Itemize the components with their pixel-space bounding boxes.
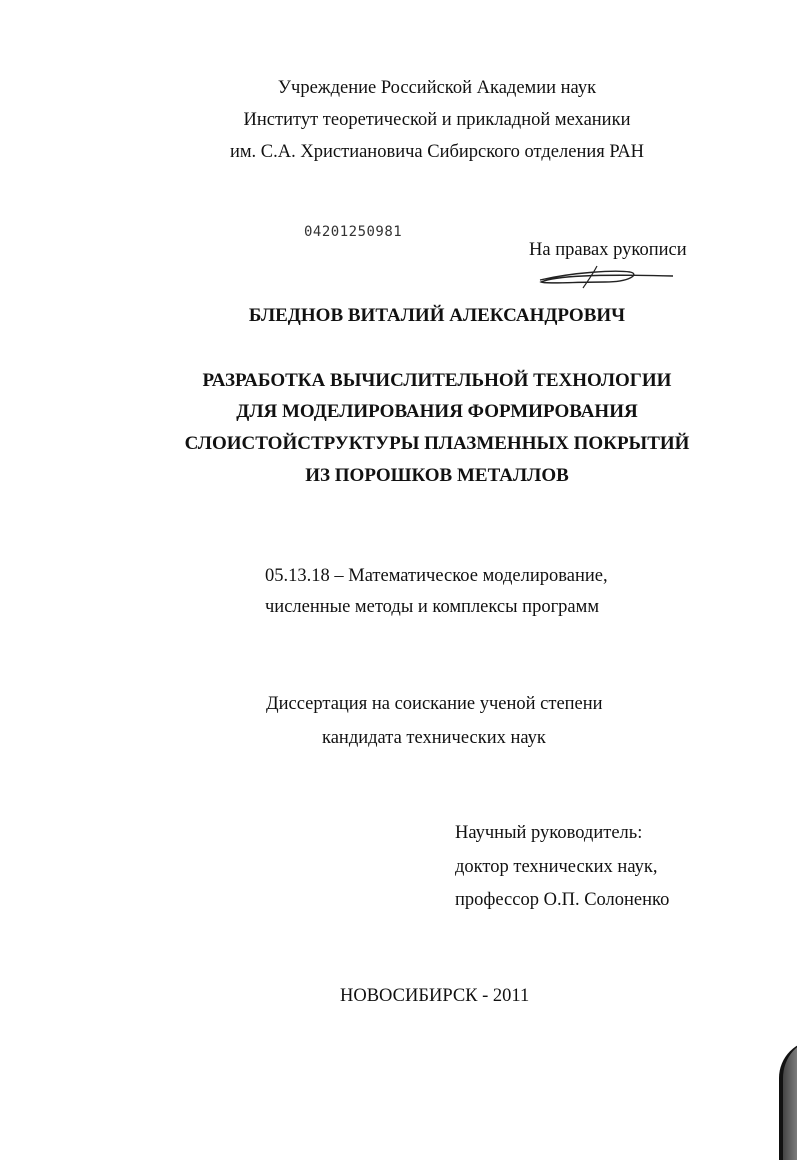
specialty-line-2: численные методы и комплексы программ bbox=[265, 597, 600, 617]
institution-line-1: Учреждение Российской Академии наук bbox=[277, 78, 597, 98]
title-line-3: СЛОИСТОЙСТРУКТУРЫ ПЛАЗМЕННЫХ ПОКРЫТИЙ bbox=[184, 433, 690, 454]
city-year: НОВОСИБИРСК - 2011 bbox=[340, 986, 530, 1006]
title-line-1: РАЗРАБОТКА ВЫЧИСЛИТЕЛЬНОЙ ТЕХНОЛОГИИ bbox=[202, 370, 672, 391]
title-line-2: ДЛЯ МОДЕЛИРОВАНИЯ ФОРМИРОВАНИЯ bbox=[236, 401, 638, 422]
catalog-number: 04201250981 bbox=[304, 224, 403, 240]
scan-edge-shadow bbox=[779, 1040, 797, 1160]
degree-line-2: кандидата технических наук bbox=[322, 728, 546, 748]
specialty-line-1: 05.13.18 – Математическое моделирование, bbox=[265, 566, 608, 586]
author-name: БЛЕДНОВ ВИТАЛИЙ АЛЕКСАНДРОВИЧ bbox=[248, 305, 626, 326]
title-line-4: ИЗ ПОРОШКОВ МЕТАЛЛОВ bbox=[305, 465, 569, 486]
degree-line-1: Диссертация на соискание ученой степени bbox=[266, 694, 603, 714]
institution-line-3: им. С.А. Христиановича Сибирского отделения РАН bbox=[229, 142, 645, 162]
signature bbox=[535, 262, 675, 290]
advisor-name: профессор О.П. Солоненко bbox=[455, 890, 670, 910]
advisor-degree: доктор технических наук, bbox=[455, 857, 658, 877]
rights-note: На правах рукописи bbox=[529, 240, 687, 260]
advisor-label: Научный руководитель: bbox=[455, 823, 643, 843]
institution-line-2: Институт теоретической и прикладной механики bbox=[243, 110, 631, 130]
